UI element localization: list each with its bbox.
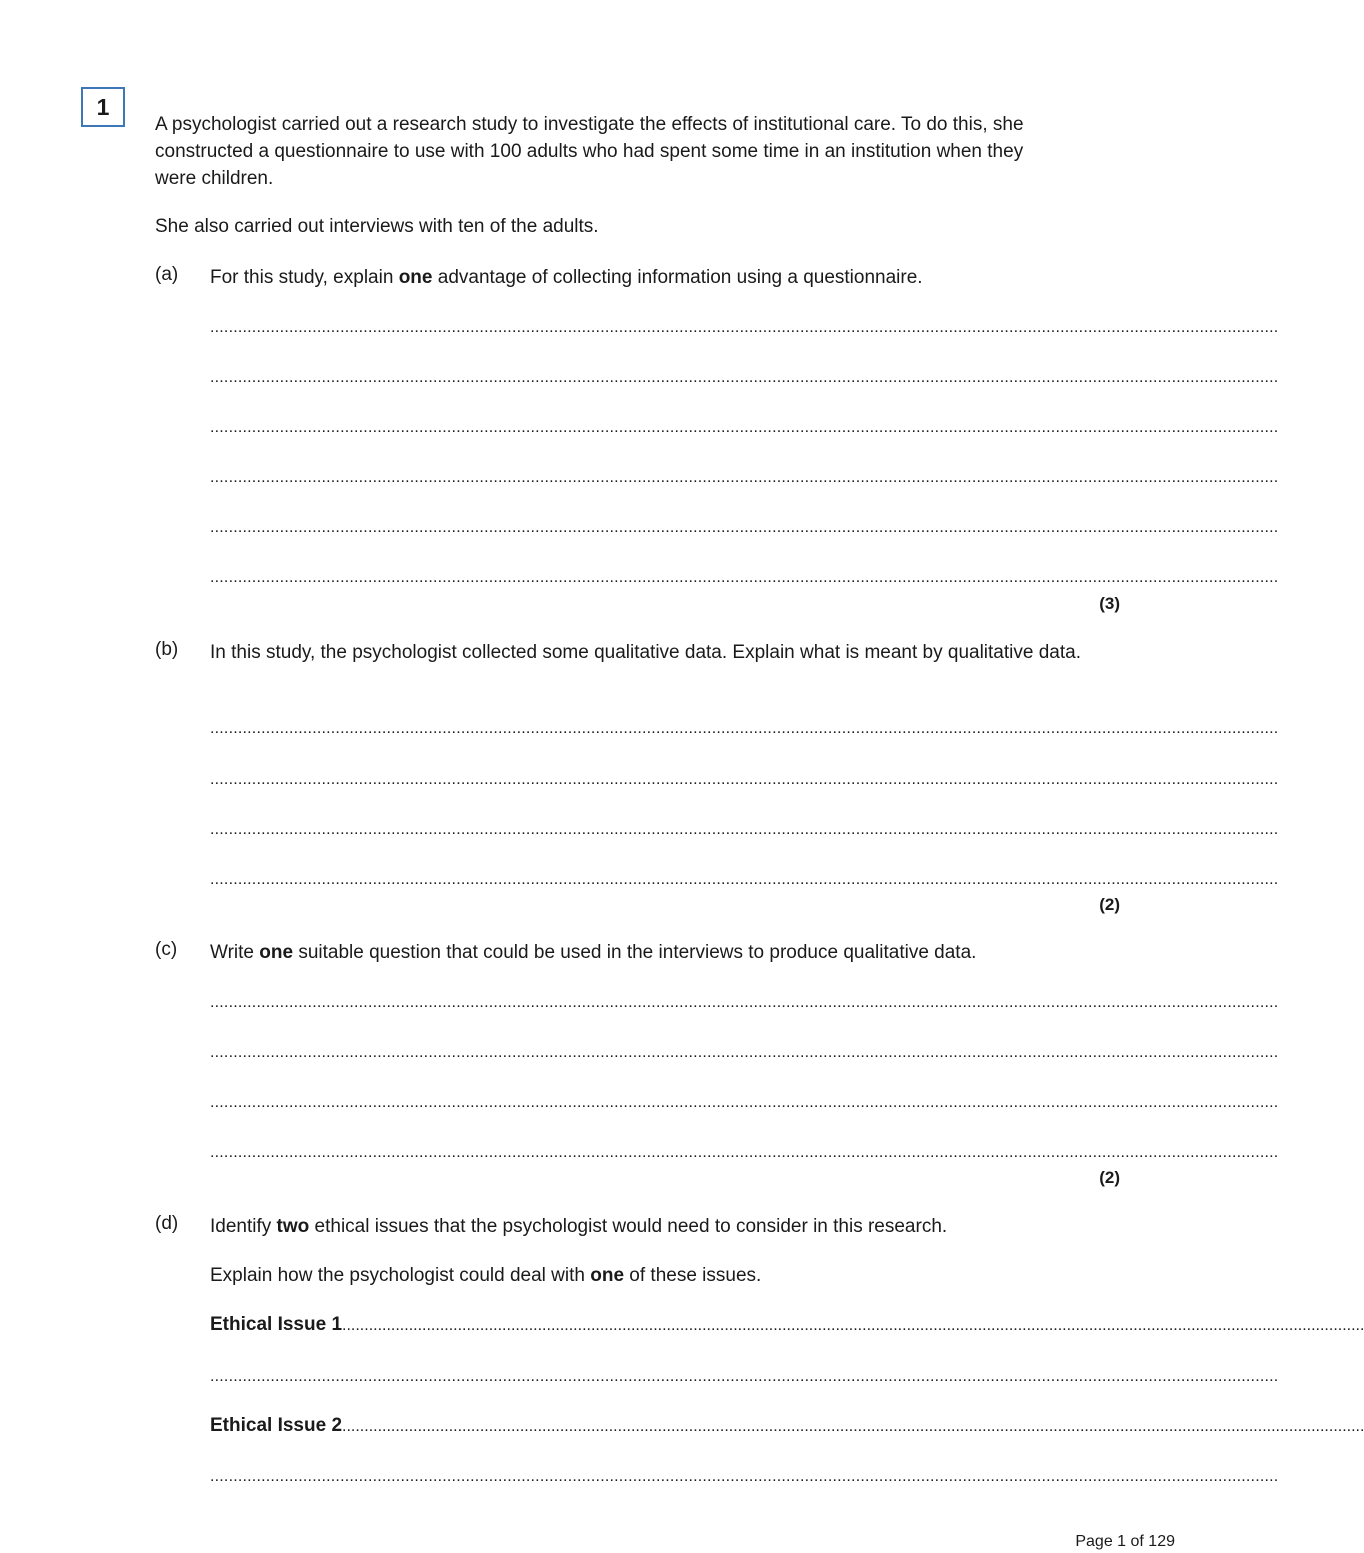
answer-line[interactable]: ...................................................................................................................................................................................................................................... xyxy=(210,871,1279,888)
answer-line[interactable]: ...................................................................................................................................................................................................................................... xyxy=(210,1144,1279,1161)
part-b-letter: (b) xyxy=(155,639,179,660)
part-c-question: Write one suitable question that could be used in the interviews to produce qualitative data. xyxy=(210,942,977,963)
ethical-issue-2-label: Ethical Issue 2 xyxy=(210,1415,343,1436)
answer-line[interactable]: ...................................................................................................................................................................................................................................... xyxy=(210,994,1279,1011)
answer-fill: ...................................................................................................................................................................................................................................... xyxy=(342,1418,1364,1435)
intro-paragraph-2: She also carried out interviews with ten of the adults. xyxy=(155,216,599,237)
ethical-issue-2-line[interactable] xyxy=(210,1414,1364,1438)
answer-line[interactable]: ...................................................................................................................................................................................................................................... xyxy=(210,1044,1279,1061)
answer-line[interactable]: ...................................................................................................................................................................................................................................... xyxy=(210,720,1279,737)
part-d-letter: (d) xyxy=(155,1213,179,1234)
answer-line[interactable]: ...................................................................................................................................................................................................................................... xyxy=(210,469,1279,486)
marks-b: (2) xyxy=(1099,895,1120,914)
marks-a: (3) xyxy=(1099,594,1120,613)
part-d-instruction: Explain how the psychologist could deal with one of these issues. xyxy=(210,1265,762,1286)
page-number: Page 1 of 129 xyxy=(1075,1533,1175,1550)
answer-line[interactable]: ...................................................................................................................................................................................................................................... xyxy=(210,519,1279,536)
answer-line[interactable]: ...................................................................................................................................................................................................................................... xyxy=(210,369,1279,386)
answer-line[interactable]: ...................................................................................................................................................................................................................................... xyxy=(210,821,1279,838)
question-number-box: 1 xyxy=(81,87,125,127)
part-a-question: For this study, explain one advantage of collecting information using a questionnaire. xyxy=(210,267,923,288)
answer-line[interactable]: ...................................................................................................................................................................................................................................... xyxy=(210,419,1279,436)
answer-line[interactable]: ...................................................................................................................................................................................................................................... xyxy=(210,1368,1279,1385)
answer-line[interactable]: ...................................................................................................................................................................................................................................... xyxy=(210,1094,1279,1111)
ethical-issue-1-label: Ethical Issue 1 xyxy=(210,1314,343,1335)
answer-fill: ...................................................................................................................................................................................................................................... xyxy=(342,1317,1364,1334)
part-b-question: In this study, the psychologist collected some qualitative data. Explain what is meant by qualitative data. xyxy=(210,642,1081,663)
part-d-question: Identify two ethical issues that the psychologist would need to consider in this research. xyxy=(210,1216,948,1237)
answer-line[interactable]: ...................................................................................................................................................................................................................................... xyxy=(210,1468,1279,1485)
answer-line[interactable]: ...................................................................................................................................................................................................................................... xyxy=(210,771,1279,788)
answer-line[interactable]: ...................................................................................................................................................................................................................................... xyxy=(210,319,1279,336)
intro-paragraph: A psychologist carried out a research study to investigate the effects of institutional care. To do this, she constructed a questionnaire to use with 100 adults who had spent some time in an institution when they were children. xyxy=(155,114,1024,189)
part-a-letter: (a) xyxy=(155,264,179,285)
marks-c: (2) xyxy=(1099,1168,1120,1187)
ethical-issue-1-line[interactable] xyxy=(210,1313,1364,1337)
answer-line[interactable]: ...................................................................................................................................................................................................................................... xyxy=(210,569,1279,586)
part-c-letter: (c) xyxy=(155,939,178,960)
